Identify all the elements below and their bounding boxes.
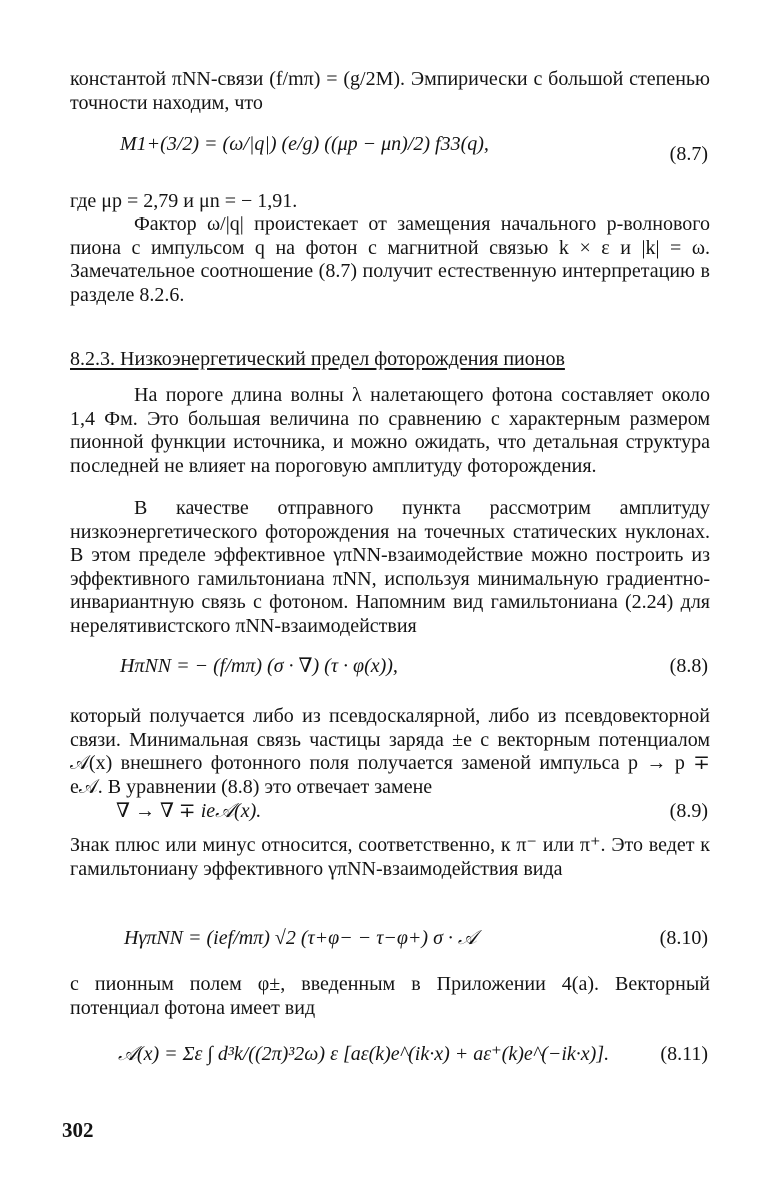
formula-8-9: ∇ → ∇ ∓ ie𝒜(x). <box>116 800 262 822</box>
page-number: 302 <box>62 1118 94 1142</box>
equation-8-9 <box>0 799 782 839</box>
formula-8-7: M1+(3/2) = (ω/|q|) (e/g) ((μp − μn)/2) f33(q), <box>120 133 489 155</box>
formula-8-11: 𝒜(x) = Σε ∫ d³k/((2π)³2ω) ε [aε(k)e^(ik·x) + aε⁺(k)e^(−ik·x)]. <box>118 1043 610 1065</box>
equation-8-7 <box>0 132 782 172</box>
paragraph-2: где μp = 2,79 и μn = − 1,91. <box>70 190 298 212</box>
equation-number: (8.9) <box>669 800 708 822</box>
formula-8-10: HγπNN = (ief/mπ) √2 (τ+φ− − τ−φ+) σ · 𝒜 <box>124 927 477 949</box>
paragraph-4: На пороге длина волны λ налетающего фотона составляет около 1,4 Фм. Это большая величина по сравнению с характерным размером пионной функции источника, и можно ожидать, что детальная структура последней не влияет на пороговую амплитуду фоторождения. <box>70 384 710 477</box>
paragraph-1: константой πNN-связи (f/mπ) = (g/2M). Эмпирически с большой степенью точности находим, что <box>70 68 710 114</box>
paragraph-6: который получается либо из псевдоскалярной, либо из псевдовекторной связи. Минимальная связь частицы заряда ±e с векторным потенциалом 𝒜(x) внешнего фотонного поля получается заменой импульса p → p ∓ e𝒜. В уравнении (8.8) это отвечает замене <box>70 705 710 798</box>
equation-8-11 <box>0 1030 782 1070</box>
equation-number: (8.10) <box>659 927 708 949</box>
paragraph-5: В качестве отправного пункта рассмотрим амплитуду низкоэнергетического фоторождения на точечных статических нуклонах. В этом пределе эффективное γπNN-взаимодействие можно построить из эффективного гамильтониана πNN, используя минимальную градиентно-инвариантную связь с фотоном. Напомним вид гамильтониана (2.24) для нерелятивистского πNN-взаимодействия <box>70 497 710 637</box>
section-heading: 8.2.3. Низкоэнергетический предел фоторождения пионов <box>70 348 565 370</box>
paragraph-7: Знак плюс или минус относится, соответственно, к π⁻ или π⁺. Это ведет к гамильтониану эффективного γπNN-взаимодействия вида <box>70 834 710 880</box>
equation-number: (8.7) <box>669 143 708 165</box>
equation-number: (8.11) <box>660 1043 708 1065</box>
equation-8-10 <box>0 918 782 958</box>
equation-8-8 <box>0 648 782 688</box>
equation-number: (8.8) <box>669 655 708 677</box>
formula-8-8: HπNN = − (f/mπ) (σ · ∇) (τ · φ(x)), <box>120 655 398 677</box>
paragraph-8: с пионным полем φ±, введенным в Приложении 4(а). Векторный потенциал фотона имеет вид <box>70 973 710 1019</box>
paragraph-3: Фактор ω/|q| проистекает от замещения начального p-волнового пиона с импульсом q на фотон с магнитной связью k × ε и |k| = ω. Замечательное соотношение (8.7) получит естественную интерпретацию в разделе 8.2.6. <box>70 213 710 306</box>
